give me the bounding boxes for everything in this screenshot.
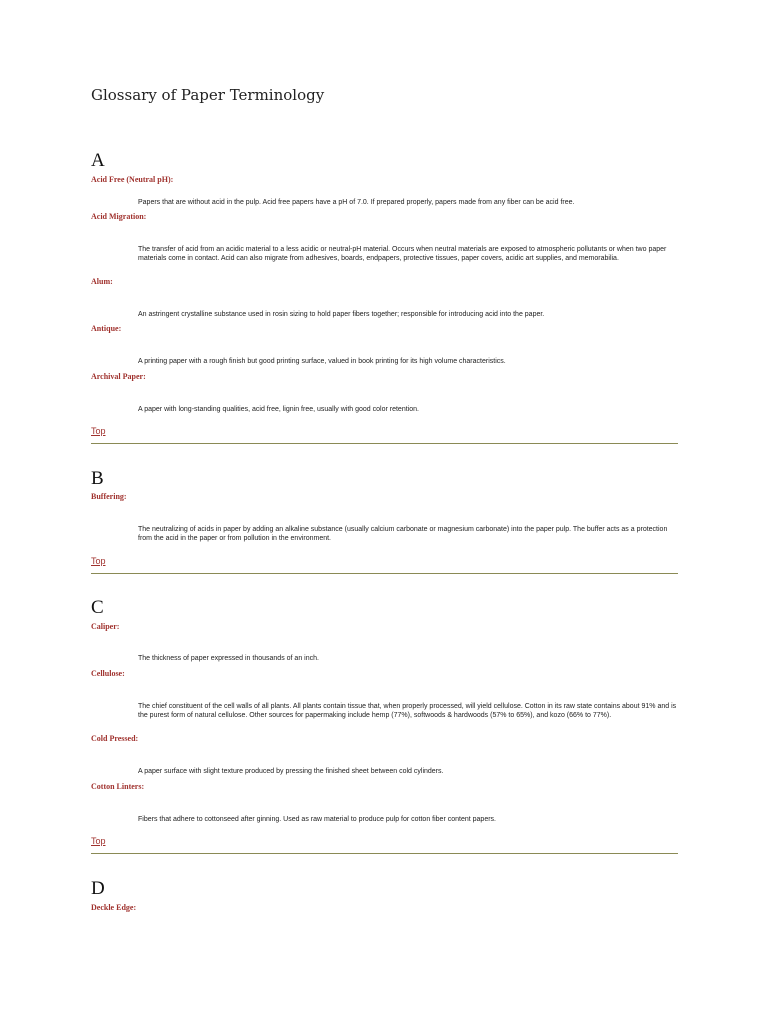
term-cellulose: Cellulose: — [91, 669, 125, 678]
definition-buffering: The neutralizing of acids in paper by adding an alkaline substance (usually calcium carbonate or magnesium carbonate) into the paper pulp. The buffer acts as a protection from the acid in the paper or from pollution in the environment. — [138, 526, 668, 542]
definition-antique: A printing paper with a rough finish but good printing surface, valued in book printing for its high volume characteristics. — [138, 358, 506, 365]
definition-acid-free: Papers that are without acid in the pulp. Acid free papers have a pH of 7.0. If prepared properly, papers made from any fiber can be acid free. — [138, 199, 575, 206]
top-link[interactable]: Top — [91, 426, 106, 436]
definition-cellulose: The chief constituent of the cell walls of all plants. All plants contain tissue that, when properly processed, will yield cellulose. Cotton in its raw state contains about 91% and is the purest form of natural cellulose. Other sources for papermaking include hemp (77%), softwoods & hardwoods (57% to 65%), and kozo (66% to 77%). — [138, 703, 677, 719]
section-letter-a: A — [91, 150, 105, 171]
term-buffering: Buffering: — [91, 492, 127, 501]
term-acid-free: Acid Free (Neutral pH): — [91, 175, 174, 184]
term-acid-migration: Acid Migration: — [91, 212, 147, 221]
section-divider — [91, 443, 678, 444]
definition-caliper: The thickness of paper expressed in thousands of an inch. — [138, 655, 319, 662]
section-letter-b: B — [91, 468, 104, 489]
term-archival-paper: Archival Paper: — [91, 372, 146, 381]
term-antique: Antique: — [91, 324, 122, 333]
term-cotton-linters: Cotton Linters: — [91, 782, 145, 791]
section-divider — [91, 573, 678, 574]
definition-cold-pressed: A paper surface with slight texture produced by pressing the finished sheet between cold cylinders. — [138, 768, 444, 775]
term-caliper: Caliper: — [91, 622, 120, 631]
section-letter-c: C — [91, 597, 104, 618]
definition-archival-paper: A paper with long-standing qualities, acid free, lignin free, usually with good color retention. — [138, 406, 419, 413]
definition-alum: An astringent crystalline substance used in rosin sizing to hold paper fibers together; responsible for introducing acid into the paper. — [138, 311, 545, 318]
page-title: Glossary of Paper Terminology — [91, 86, 325, 104]
term-alum: Alum: — [91, 277, 113, 286]
top-link[interactable]: Top — [91, 556, 106, 566]
definition-cotton-linters: Fibers that adhere to cottonseed after ginning. Used as raw material to produce pulp for cotton fiber content papers. — [138, 816, 496, 823]
term-deckle-edge: Deckle Edge: — [91, 903, 137, 912]
term-cold-pressed: Cold Pressed: — [91, 734, 139, 743]
top-link[interactable]: Top — [91, 836, 106, 846]
section-divider — [91, 853, 678, 854]
definition-acid-migration: The transfer of acid from an acidic material to a less acidic or neutral-pH material. Occurs when neutral materials are exposed to atmospheric pollutants or when two paper materials come in contact. Acid can also migrate from adhesives, boards, endpapers, protective tissues, paper covers, acidic art supplies, and memorabilia. — [138, 246, 667, 262]
section-letter-d: D — [91, 878, 105, 899]
